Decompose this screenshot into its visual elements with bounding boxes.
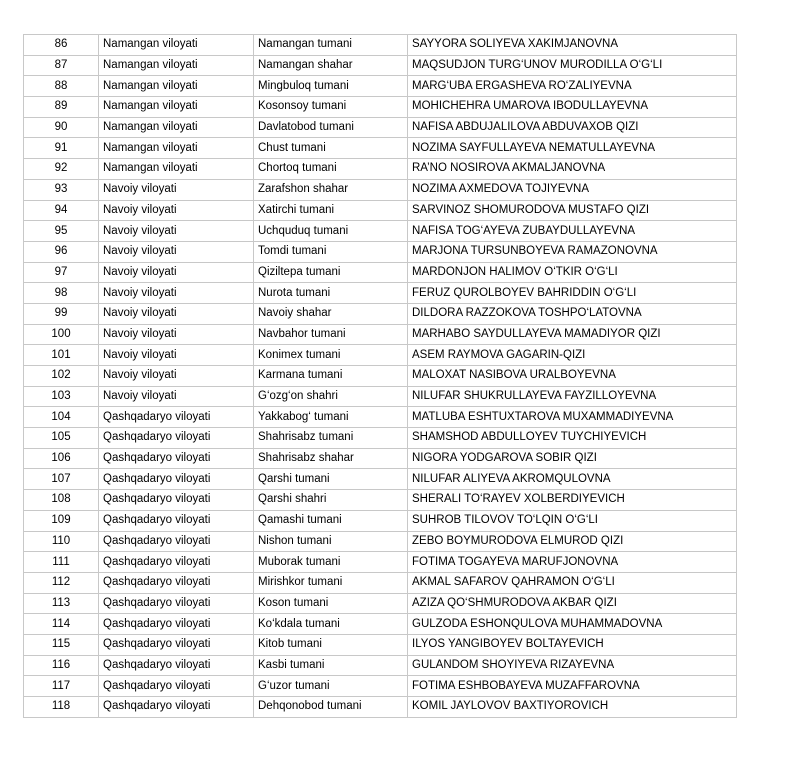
district-cell: Qarshi shahri	[254, 490, 408, 511]
person-name-cell: FOTIMA TOGAYEVA MARUFJONOVNA	[408, 552, 737, 573]
table-row	[24, 469, 737, 490]
table-row	[24, 324, 737, 345]
district-cell: Xatirchi tumani	[254, 200, 408, 221]
table-row	[24, 35, 737, 56]
region-cell: Qashqadaryo viloyati	[99, 407, 254, 428]
table-row	[24, 76, 737, 97]
person-name-cell: ASEM RAYMOVA GAGARIN-QIZI	[408, 345, 737, 366]
person-name-cell: SHERALI TO‘RAYEV XOLBERDIYEVICH	[408, 490, 737, 511]
row-number-cell: 114	[24, 614, 99, 635]
region-cell: Qashqadaryo viloyati	[99, 572, 254, 593]
table-row	[24, 179, 737, 200]
table-row	[24, 593, 737, 614]
district-cell: Uchquduq tumani	[254, 221, 408, 242]
row-number-cell: 100	[24, 324, 99, 345]
person-name-cell: MALOXAT NASIBOVA URALBOYEVNA	[408, 366, 737, 387]
district-cell: Chust tumani	[254, 138, 408, 159]
district-cell: Qarshi tumani	[254, 469, 408, 490]
district-cell: Davlatobod tumani	[254, 117, 408, 138]
person-name-cell: NIGORA YODGAROVA SOBIR QIZI	[408, 448, 737, 469]
region-cell: Namangan viloyati	[99, 35, 254, 56]
region-cell: Qashqadaryo viloyati	[99, 531, 254, 552]
row-number-cell: 115	[24, 634, 99, 655]
district-cell: Chortoq tumani	[254, 159, 408, 180]
region-cell: Namangan viloyati	[99, 76, 254, 97]
table-row	[24, 117, 737, 138]
row-number-cell: 102	[24, 366, 99, 387]
person-name-cell: MAQSUDJON TURG‘UNOV MURODILLA O‘G‘LI	[408, 55, 737, 76]
district-cell: Namangan shahar	[254, 55, 408, 76]
district-cell: Tomdi tumani	[254, 241, 408, 262]
table-row	[24, 200, 737, 221]
district-cell: Koson tumani	[254, 593, 408, 614]
row-number-cell: 103	[24, 386, 99, 407]
district-cell: Karmana tumani	[254, 366, 408, 387]
row-number-cell: 95	[24, 221, 99, 242]
region-cell: Navoiy viloyati	[99, 262, 254, 283]
region-cell: Namangan viloyati	[99, 55, 254, 76]
person-name-cell: NOZIMA SAYFULLAYEVA NEMATULLAYEVNA	[408, 138, 737, 159]
region-cell: Qashqadaryo viloyati	[99, 448, 254, 469]
row-number-cell: 104	[24, 407, 99, 428]
person-name-cell: MARHABO SAYDULLAYEVA MAMADIYOR QIZI	[408, 324, 737, 345]
row-number-cell: 112	[24, 572, 99, 593]
region-cell: Navoiy viloyati	[99, 283, 254, 304]
table-row	[24, 283, 737, 304]
table-row	[24, 428, 737, 449]
district-cell: Mirishkor tumani	[254, 572, 408, 593]
table-row	[24, 634, 737, 655]
table-row	[24, 55, 737, 76]
district-cell: Ko‘kdala tumani	[254, 614, 408, 635]
table-row	[24, 614, 737, 635]
person-name-cell: AZIZA QO‘SHMURODOVA AKBAR QIZI	[408, 593, 737, 614]
district-cell: Qamashi tumani	[254, 510, 408, 531]
region-cell: Namangan viloyati	[99, 159, 254, 180]
region-cell: Navoiy viloyati	[99, 221, 254, 242]
region-cell: Navoiy viloyati	[99, 303, 254, 324]
region-cell: Namangan viloyati	[99, 138, 254, 159]
table-body	[24, 35, 737, 718]
table-row	[24, 345, 737, 366]
person-name-cell: KOMIL JAYLOVOV BAXTIYOROVICH	[408, 697, 737, 718]
row-number-cell: 90	[24, 117, 99, 138]
row-number-cell: 89	[24, 97, 99, 118]
district-cell: Kasbi tumani	[254, 655, 408, 676]
row-number-cell: 105	[24, 428, 99, 449]
row-number-cell: 113	[24, 593, 99, 614]
table-row	[24, 572, 737, 593]
region-cell: Qashqadaryo viloyati	[99, 697, 254, 718]
district-cell: Kosonsoy tumani	[254, 97, 408, 118]
person-name-cell: NILUFAR SHUKRULLAYEVA FAYZILLOYEVNA	[408, 386, 737, 407]
region-cell: Namangan viloyati	[99, 97, 254, 118]
row-number-cell: 117	[24, 676, 99, 697]
table-row	[24, 262, 737, 283]
row-number-cell: 96	[24, 241, 99, 262]
person-name-cell: GULZODA ESHONQULOVA MUHAMMADOVNA	[408, 614, 737, 635]
row-number-cell: 97	[24, 262, 99, 283]
person-name-cell: NAFISA TOG‘AYEVA ZUBAYDULLAYEVNA	[408, 221, 737, 242]
person-name-cell: ILYOS YANGIBOYEV BOLTAYEVICH	[408, 634, 737, 655]
district-cell: Namangan tumani	[254, 35, 408, 56]
person-name-cell: GULANDOM SHOYIYEVA RIZAYEVNA	[408, 655, 737, 676]
person-name-cell: MARJONA TURSUNBOYEVA RAMAZONOVNA	[408, 241, 737, 262]
district-cell: G‘ozg‘on shahri	[254, 386, 408, 407]
table-row	[24, 531, 737, 552]
region-cell: Qashqadaryo viloyati	[99, 676, 254, 697]
person-name-cell: SAYYORA SOLIYEVA XAKIMJANOVNA	[408, 35, 737, 56]
row-number-cell: 93	[24, 179, 99, 200]
row-number-cell: 108	[24, 490, 99, 511]
data-table	[23, 34, 737, 718]
district-cell: Nurota tumani	[254, 283, 408, 304]
table-row	[24, 138, 737, 159]
table-row	[24, 448, 737, 469]
person-name-cell: MARDONJON HALIMOV O‘TKIR O‘G‘LI	[408, 262, 737, 283]
table-row	[24, 407, 737, 428]
region-cell: Qashqadaryo viloyati	[99, 428, 254, 449]
region-cell: Navoiy viloyati	[99, 324, 254, 345]
row-number-cell: 98	[24, 283, 99, 304]
table-row	[24, 386, 737, 407]
row-number-cell: 109	[24, 510, 99, 531]
row-number-cell: 91	[24, 138, 99, 159]
region-cell: Navoiy viloyati	[99, 179, 254, 200]
person-name-cell: ZEBO BOYMURODOVA ELMUROD QIZI	[408, 531, 737, 552]
person-name-cell: NAFISA ABDUJALILOVA ABDUVAXOB QIZI	[408, 117, 737, 138]
region-cell: Navoiy viloyati	[99, 366, 254, 387]
region-cell: Qashqadaryo viloyati	[99, 655, 254, 676]
district-cell: Mingbuloq tumani	[254, 76, 408, 97]
person-name-cell: SARVINOZ SHOMURODOVA MUSTAFO QIZI	[408, 200, 737, 221]
row-number-cell: 94	[24, 200, 99, 221]
person-name-cell: AKMAL SAFAROV QAHRAMON O‘G‘LI	[408, 572, 737, 593]
person-name-cell: MATLUBA ESHTUXTAROVA MUXAMMADIYEVNA	[408, 407, 737, 428]
table-row	[24, 697, 737, 718]
table-row	[24, 241, 737, 262]
district-cell: Navbahor tumani	[254, 324, 408, 345]
region-cell: Navoiy viloyati	[99, 200, 254, 221]
table-row	[24, 303, 737, 324]
district-cell: Konimex tumani	[254, 345, 408, 366]
person-name-cell: SUHROB TILOVOV TO‘LQIN O‘G‘LI	[408, 510, 737, 531]
district-cell: Kitob tumani	[254, 634, 408, 655]
district-cell: Navoiy shahar	[254, 303, 408, 324]
person-name-cell: SHAMSHOD ABDULLOYEV TUYCHIYEVICH	[408, 428, 737, 449]
table-row	[24, 159, 737, 180]
row-number-cell: 88	[24, 76, 99, 97]
district-cell: Nishon tumani	[254, 531, 408, 552]
region-cell: Qashqadaryo viloyati	[99, 593, 254, 614]
row-number-cell: 118	[24, 697, 99, 718]
region-cell: Qashqadaryo viloyati	[99, 552, 254, 573]
table-row	[24, 552, 737, 573]
district-cell: Shahrisabz tumani	[254, 428, 408, 449]
row-number-cell: 110	[24, 531, 99, 552]
district-cell: Yakkabog‘ tumani	[254, 407, 408, 428]
person-name-cell: DILDORA RAZZOKOVA TOSHPO‘LATOVNA	[408, 303, 737, 324]
table-row	[24, 676, 737, 697]
district-cell: Zarafshon shahar	[254, 179, 408, 200]
region-cell: Qashqadaryo viloyati	[99, 469, 254, 490]
district-cell: Muborak tumani	[254, 552, 408, 573]
region-cell: Qashqadaryo viloyati	[99, 634, 254, 655]
row-number-cell: 99	[24, 303, 99, 324]
table-row	[24, 510, 737, 531]
row-number-cell: 92	[24, 159, 99, 180]
person-name-cell: MARG‘UBA ERGASHEVA RO‘ZALIYEVNA	[408, 76, 737, 97]
district-cell: Qiziltepa tumani	[254, 262, 408, 283]
row-number-cell: 111	[24, 552, 99, 573]
person-name-cell: MOHICHEHRA UMAROVA IBODULLAYEVNA	[408, 97, 737, 118]
district-cell: Dehqonobod tumani	[254, 697, 408, 718]
region-cell: Navoiy viloyati	[99, 241, 254, 262]
row-number-cell: 86	[24, 35, 99, 56]
row-number-cell: 107	[24, 469, 99, 490]
region-cell: Navoiy viloyati	[99, 345, 254, 366]
district-cell: G‘uzor tumani	[254, 676, 408, 697]
region-cell: Namangan viloyati	[99, 117, 254, 138]
row-number-cell: 116	[24, 655, 99, 676]
region-cell: Qashqadaryo viloyati	[99, 510, 254, 531]
person-name-cell: RA’NO NOSIROVA AKMALJANOVNA	[408, 159, 737, 180]
table-row	[24, 490, 737, 511]
person-name-cell: FERUZ QUROLBOYEV BAHRIDDIN O‘G‘LI	[408, 283, 737, 304]
table-row	[24, 366, 737, 387]
district-cell: Shahrisabz shahar	[254, 448, 408, 469]
table-row	[24, 97, 737, 118]
table-row	[24, 655, 737, 676]
row-number-cell: 101	[24, 345, 99, 366]
row-number-cell: 106	[24, 448, 99, 469]
region-cell: Qashqadaryo viloyati	[99, 490, 254, 511]
table-row	[24, 221, 737, 242]
region-cell: Qashqadaryo viloyati	[99, 614, 254, 635]
row-number-cell: 87	[24, 55, 99, 76]
person-name-cell: NOZIMA AXMEDOVA TOJIYEVNA	[408, 179, 737, 200]
region-cell: Navoiy viloyati	[99, 386, 254, 407]
person-name-cell: NILUFAR ALIYEVA AKROMQULOVNA	[408, 469, 737, 490]
person-name-cell: FOTIMA ESHBOBAYEVA MUZAFFAROVNA	[408, 676, 737, 697]
